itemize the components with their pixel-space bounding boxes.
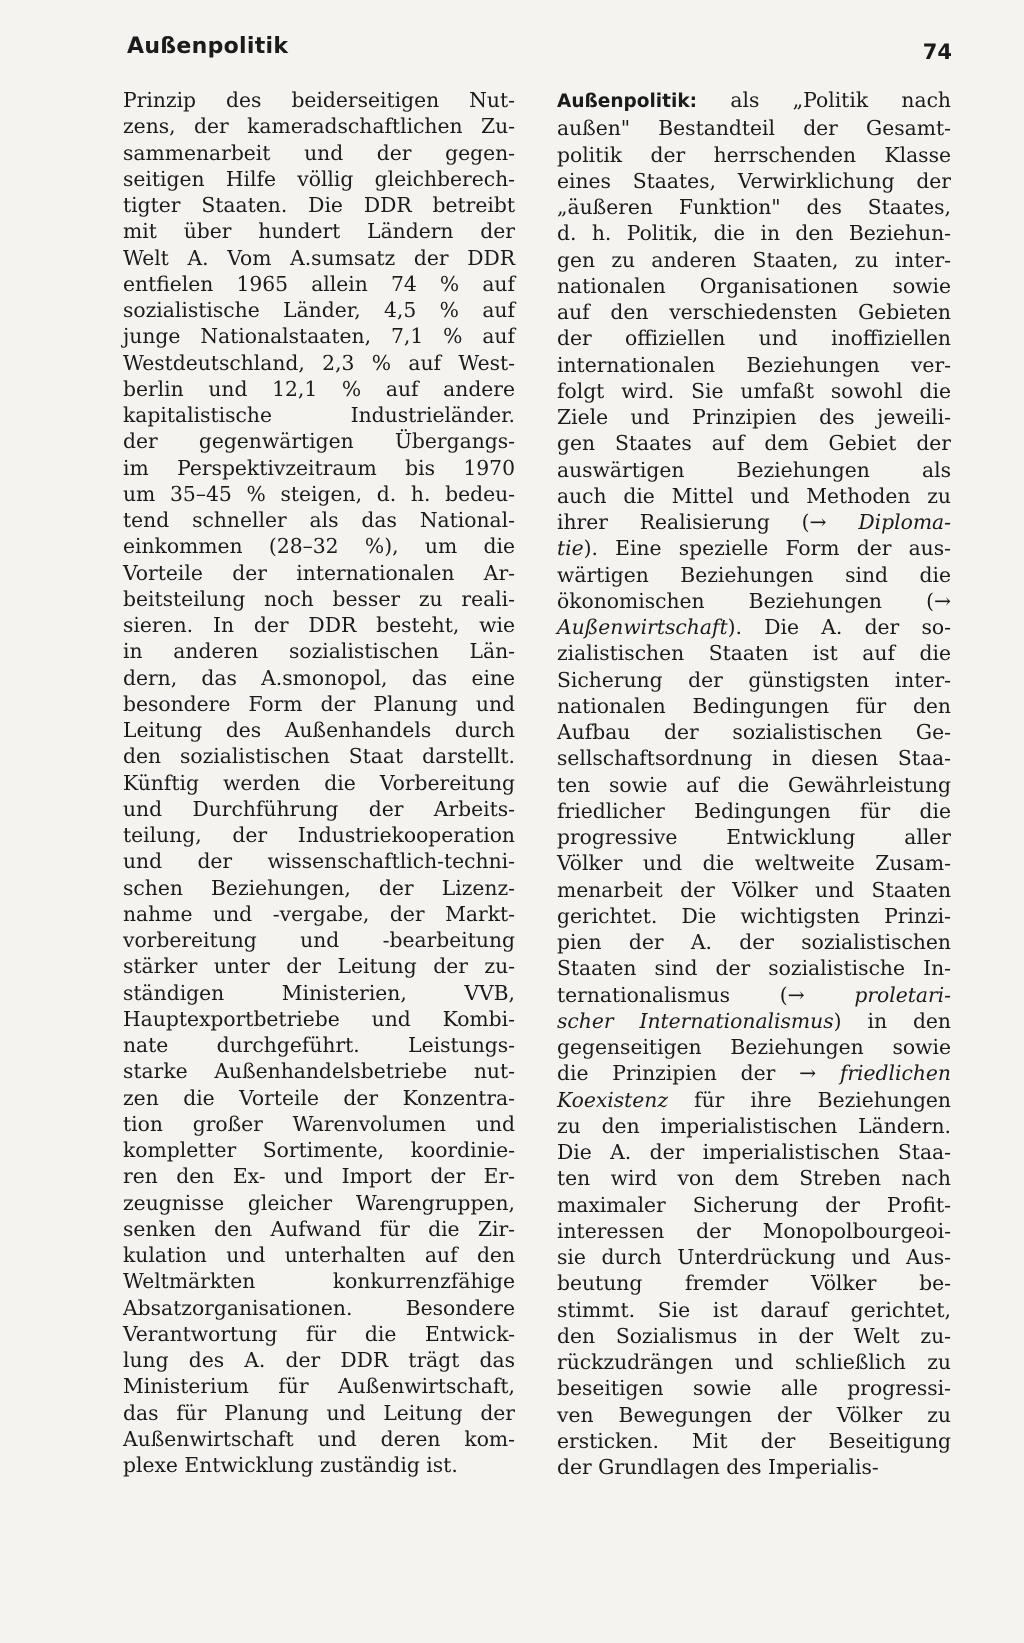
- text-line: Ziele und Prinzipien des jeweili-: [557, 405, 951, 429]
- text-fragment: als „Politik nach: [697, 88, 951, 112]
- text-line: internationalen Beziehungen ver-: [557, 352, 951, 377]
- text-line: um 35–45 % steigen, d. h. bedeu-: [123, 481, 515, 506]
- text-line: tend schneller als das National-: [123, 508, 515, 532]
- text-line: nate durchgeführt. Leistungs-: [123, 1033, 515, 1057]
- text-fragment: ) in den: [833, 1008, 951, 1033]
- text-line: [557, 982, 951, 1008]
- cross-reference-friedliche-koexistenz[interactable]: Koexistenz: [557, 1087, 669, 1112]
- text-line: Aufbau der sozialistischen Ge-: [557, 720, 951, 744]
- text-line: stimmt. Sie ist darauf gerichtet,: [557, 1297, 951, 1322]
- text-line: ökonomischen Beziehungen (→: [557, 588, 951, 613]
- text-line: ren den Ex- und Import der Er-: [123, 1164, 515, 1189]
- text-line: kapitalistische Industrieländer.: [123, 403, 515, 427]
- text-line: rückzudrängen und schließlich zu: [557, 1350, 951, 1374]
- text-line: dern, das A.smonopol, das eine: [123, 665, 515, 690]
- text-line: sozialistische Länder, 4,5 % auf: [123, 298, 515, 322]
- text-line: seitigen Hilfe völlig gleichberech-: [123, 166, 515, 191]
- text-line: beutung fremder Völker be-: [557, 1271, 951, 1296]
- text-line: den sozialistischen Staat darstellt.: [123, 744, 515, 769]
- text-line: kompletter Sortimente, koordinie-: [123, 1138, 515, 1162]
- text-line: sieren. In der DDR besteht, wie: [123, 613, 515, 637]
- text-line: kulation und unterhalten auf den: [123, 1243, 515, 1267]
- text-line: gerichtet. Die wichtigsten Prinzi-: [557, 903, 951, 928]
- text-line: mit über hundert Ländern der: [123, 219, 515, 244]
- text-line: sammenarbeit und der gegen-: [123, 140, 515, 165]
- text-line: Die A. der imperialistischen Staa-: [557, 1140, 951, 1164]
- cross-reference-proletarischer-internationalismus[interactable]: scher Internationalismus: [557, 1008, 834, 1033]
- text-line: Leitung des Außenhandels durch: [123, 718, 515, 742]
- cross-reference-friedliche-koexistenz[interactable]: friedlichen: [839, 1061, 951, 1086]
- text-line: zialistischen Staaten ist auf die: [557, 641, 951, 666]
- text-line: Westdeutschland, 2,3 % auf West-: [123, 350, 515, 375]
- text-fragment: ternationalismus (→: [557, 982, 855, 1007]
- text-line: Außenwirtschaft und deren kom-: [123, 1426, 515, 1451]
- text-line: gegenseitigen Beziehungen sowie: [557, 1035, 951, 1059]
- text-line: d. h. Politik, die in den Beziehun-: [557, 221, 951, 246]
- running-head-title: Außenpolitik: [127, 34, 289, 59]
- text-line: vorbereitung und -bearbeitung: [123, 928, 515, 952]
- text-line: in anderen sozialistischen Län-: [123, 639, 515, 664]
- text-line: Künftig werden die Vorbereitung: [123, 770, 515, 795]
- text-line: zen die Vorteile der Konzentra-: [123, 1085, 515, 1110]
- text-line: zu den imperialistischen Ländern.: [557, 1113, 951, 1138]
- text-line: Prinzip des beiderseitigen Nut-: [123, 88, 515, 112]
- text-line: lung des A. der DDR trägt das: [123, 1348, 515, 1372]
- left-text-column: [123, 87, 515, 1478]
- text-fragment: ). Die A. der so-: [727, 615, 951, 639]
- text-line: Welt A. Vom A.sumsatz der DDR: [123, 245, 515, 270]
- text-line: der Grundlagen des Imperialis-: [557, 1455, 879, 1479]
- page-number: 74: [922, 40, 952, 64]
- text-line: Weltmärkten konkurrenzfähige: [123, 1269, 515, 1294]
- text-line: nahme und -vergabe, der Markt-: [123, 901, 515, 926]
- text-line: der gegenwärtigen Übergangs-: [123, 429, 515, 454]
- text-line: teilung, der Industriekooperation: [123, 823, 515, 847]
- text-line: politik der herrschenden Klasse: [557, 142, 951, 167]
- text-line: Absatzorganisationen. Besondere: [123, 1295, 515, 1320]
- text-line: stärker unter der Leitung der zu-: [123, 954, 515, 979]
- text-line: ten wird von dem Streben nach: [557, 1166, 951, 1191]
- text-line: Ministerium für Außenwirtschaft,: [123, 1374, 515, 1399]
- cross-reference-diplomatie[interactable]: tie: [557, 536, 584, 561]
- text-fragment: ihrer Realisierung (→: [557, 510, 859, 534]
- text-line: pien der A. der sozialistischen: [557, 930, 951, 954]
- text-line: folgt wird. Sie umfaßt sowohl die: [557, 378, 951, 403]
- text-line: berlin und 12,1 % auf andere: [123, 376, 515, 401]
- text-line: das für Planung und Leitung der: [123, 1400, 515, 1425]
- text-line: interessen der Monopolbourgeoi-: [557, 1218, 951, 1243]
- text-line: zens, der kameradschaftlichen Zu-: [123, 114, 515, 139]
- text-fragment: die Prinzipien der →: [557, 1061, 840, 1086]
- text-line: senken den Aufwand für die Zir-: [123, 1216, 515, 1241]
- text-line: und Durchführung der Arbeits-: [123, 796, 515, 821]
- text-line: eines Staates, Verwirklichung der: [557, 168, 951, 193]
- text-line: entfielen 1965 allein 74 % auf: [123, 271, 515, 296]
- text-line: plexe Entwicklung zuständig ist.: [123, 1453, 458, 1477]
- text-line: tigter Staaten. Die DDR betreibt: [123, 193, 515, 217]
- text-line: und der wissenschaftlich-techni-: [123, 849, 515, 874]
- text-line: auch die Mittel und Methoden zu: [557, 483, 951, 508]
- text-line: Hauptexportbetriebe und Kombi-: [123, 1006, 515, 1031]
- text-line: nationalen Organisationen sowie: [557, 273, 951, 298]
- text-line: menarbeit der Völker und Staaten: [557, 877, 951, 902]
- text-line: ven Bewegungen der Völker zu: [557, 1402, 951, 1427]
- text-line: der offiziellen und inoffiziellen: [557, 326, 951, 351]
- text-line: [557, 1060, 951, 1086]
- text-line: [557, 535, 951, 561]
- text-fragment: für ihre Beziehungen: [668, 1087, 951, 1112]
- text-line: [557, 614, 951, 640]
- entry-first-line: [557, 87, 951, 115]
- text-line: den Sozialismus in der Welt zu-: [557, 1323, 951, 1348]
- text-line: Staaten sind der sozialistische In-: [557, 956, 951, 981]
- cross-reference-proletarischer-internationalismus[interactable]: proletari-: [854, 982, 951, 1007]
- text-line: einkommen (28–32 %), um die: [123, 534, 515, 559]
- text-line: gen zu anderen Staaten, zu inter-: [557, 247, 951, 272]
- text-line: progressive Entwicklung aller: [557, 825, 951, 849]
- text-line: im Perspektivzeitraum bis 1970: [123, 455, 515, 480]
- text-line: ten sowie auf die Gewährleistung: [557, 772, 951, 797]
- cross-reference-diplomatie[interactable]: Diploma-: [858, 510, 951, 534]
- entry-headword: Außenpolitik:: [557, 91, 698, 112]
- text-line: [557, 509, 951, 535]
- text-line: ständigen Ministerien, VVB,: [123, 980, 515, 1005]
- text-line: beitsteilung noch besser zu reali-: [123, 586, 515, 611]
- text-line: Vorteile der internationalen Ar-: [123, 560, 515, 585]
- text-line: Völker und die weltweite Zusam-: [557, 851, 951, 876]
- text-line: Verantwortung für die Entwick-: [123, 1321, 515, 1346]
- cross-reference-aussenwirtschaft[interactable]: Außenwirtschaft: [557, 615, 728, 639]
- text-line: schen Beziehungen, der Lizenz-: [123, 875, 515, 900]
- text-line: wärtigen Beziehungen sind die: [557, 562, 951, 587]
- text-line: zeugnisse gleicher Warengruppen,: [123, 1190, 515, 1215]
- text-line: ersticken. Mit der Beseitigung: [557, 1428, 951, 1453]
- text-line: [557, 1087, 951, 1113]
- text-line: nationalen Bedingungen für den: [557, 693, 951, 718]
- text-line: maximaler Sicherung der Profit-: [557, 1192, 951, 1217]
- text-line: beseitigen sowie alle progressi-: [557, 1376, 951, 1401]
- text-line: [557, 1008, 951, 1034]
- right-text-column: [557, 87, 951, 1480]
- text-line: auf den verschiedensten Gebieten: [557, 300, 951, 324]
- text-line: „äußeren Funktion" des Staates,: [557, 195, 951, 219]
- text-line: außen" Bestandteil der Gesamt-: [557, 116, 951, 141]
- text-fragment: ). Eine spezielle Form der aus-: [583, 536, 951, 561]
- text-line: friedlicher Bedingungen für die: [557, 798, 951, 823]
- text-line: starke Außenhandelsbetriebe nut-: [123, 1059, 515, 1084]
- text-line: junge Nationalstaaten, 7,1 % auf: [123, 324, 515, 349]
- text-line: Sicherung der günstigsten inter-: [557, 667, 951, 692]
- text-line: sie durch Unterdrückung und Aus-: [557, 1245, 951, 1269]
- text-line: auswärtigen Beziehungen als: [557, 457, 951, 482]
- text-line: besondere Form der Planung und: [123, 691, 515, 716]
- text-line: gen Staates auf dem Gebiet der: [557, 431, 951, 456]
- text-line: tion großer Warenvolumen und: [123, 1111, 515, 1136]
- text-line: sellschaftsordnung in diesen Staa-: [557, 746, 951, 771]
